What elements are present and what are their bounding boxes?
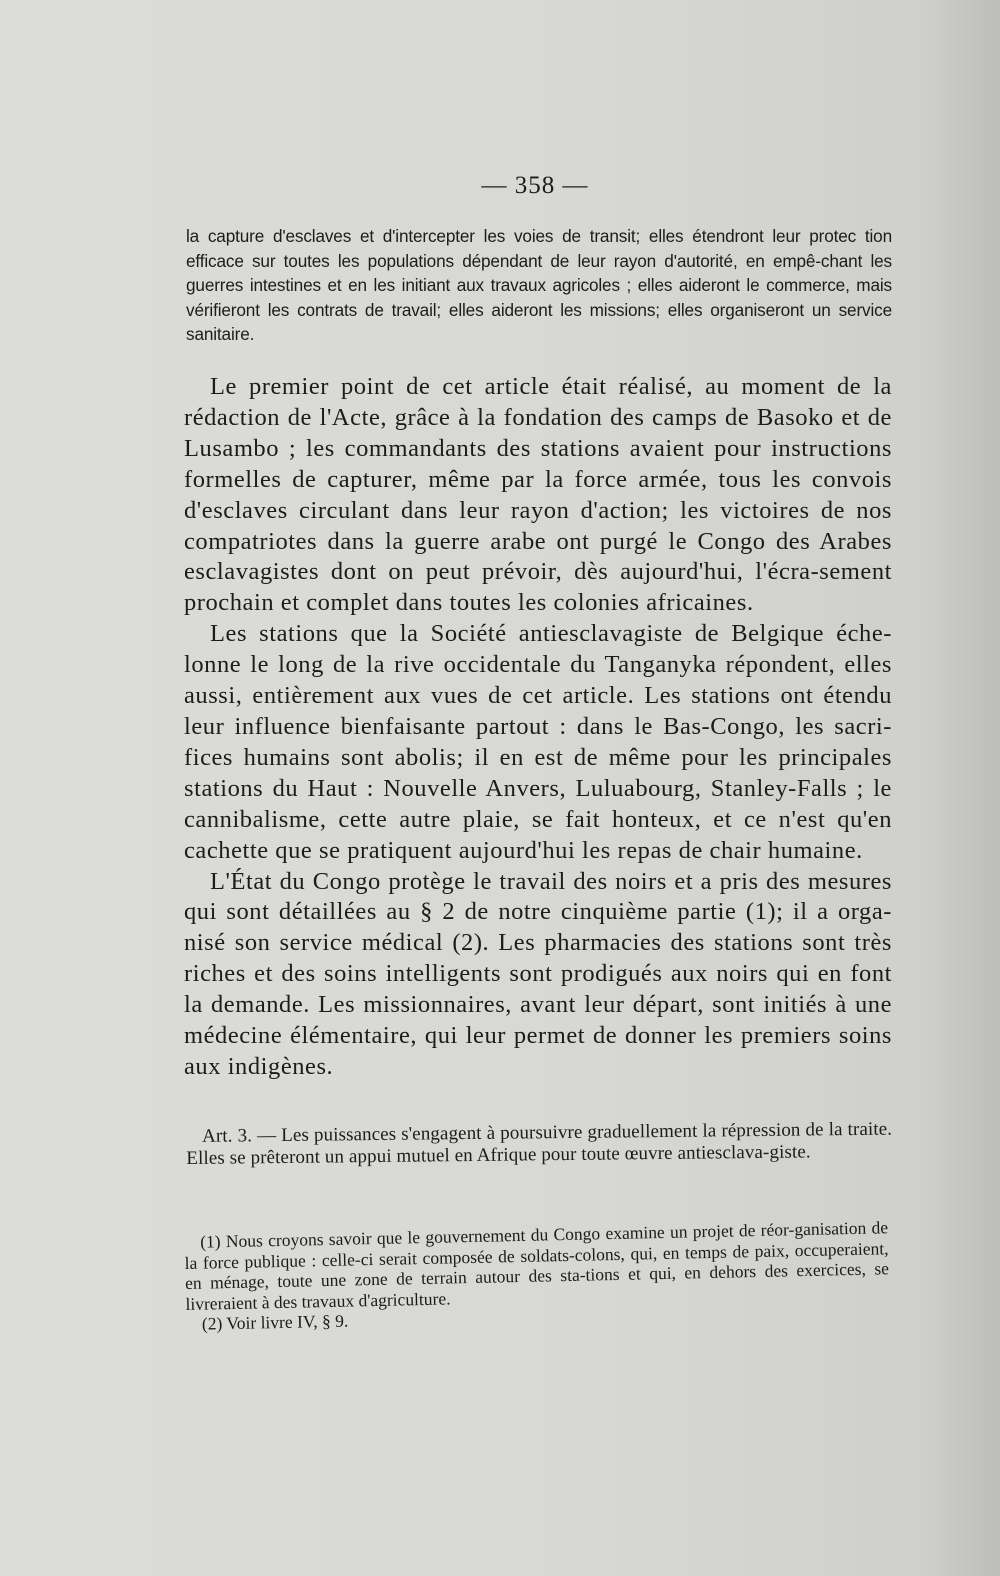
footnote-1: (1) Nous croyons savoir que le gouvernement du Congo examine un projet de réor-ganisation de la force publique : celle-ci serait composée de soldats-colons, qui, en temps de paix, occuperaient, en ménage, toute une zone de terrain autour des sta-tions et qui, en dehors des exercices, se livreraient à des travaux d'agriculture. bbox=[184, 1217, 890, 1314]
paragraph-2: Les stations que la Société antiesclavagiste de Belgique éche-lonne le long de la rive occidentale du Tanganyka répondent, elles aussi, entièrement aux vues de cet article. Les stations ont étendu leur influence bienfaisante partout : dans le Bas-Congo, les sacri-fices humains sont abolis; il en est de même pour les principales stations du Haut : Nouvelle Anvers, Luluabourg, Stanley-Falls ; le cannibalisme, cette autre plaie, se fait honteux, et ce n'est qu'en cachette que se pratiquent aujourd'hui les repas de chair humaine. bbox=[184, 620, 892, 864]
carryover-paragraph: la capture d'esclaves et d'intercepter les voies de transit; elles étendront leur protec tion efficace sur toutes les populations dépendant de leur rayon d'autorité, en empê-chant les guerres intestines et en les initiant aux travaux agricoles ; elles aideront le commerce, mais vérifieront les contrats de travail; elles aideront les missions; elles organiseront un service sanitaire. bbox=[186, 226, 892, 345]
main-text bbox=[184, 372, 892, 1083]
paragraph-1: Le premier point de cet article était réalisé, au moment de la rédaction de l'Acte, grâce à la fondation des camps de Basoko et de Lusambo ; les commandants des stations avaient pour instructions formelles de capturer, même par la force armée, tous les convois d'esclaves circulant dans leur rayon d'action; les victoires de nos compatriotes dans la guerre arabe ont purgé le Congo des Arabes esclavagistes dont on peut prévoir, dès aujourd'hui, l'écra-sement prochain et complet dans toutes les colonies africaines. bbox=[184, 373, 892, 617]
article-3-text: Art. 3. — Les puissances s'engagent à poursuivre graduellement la répression de la traite. Elles se prêteront un appui mutuel en Afrique pour toute œuvre antiesclava-giste. bbox=[186, 1118, 893, 1169]
page-number: — 358 — bbox=[481, 172, 589, 199]
footnotes bbox=[184, 1217, 890, 1334]
paragraph-3: L'État du Congo protège le travail des noirs et a pris des mesures qui sont détaillées au § 2 de notre cinquième partie (1); il a orga-nisé son service médical (2). Les pharmacies des stations sont très riches et des soins intelligents sont prodigués aux noirs qui en font la demande. Les missionnaires, avant leur départ, sont initiés à une médecine élémentaire, qui leur permet de donner les premiers soins aux indigènes. bbox=[184, 867, 892, 1080]
footnote-2: (2) Voir livre IV, § 9. bbox=[201, 1310, 349, 1334]
